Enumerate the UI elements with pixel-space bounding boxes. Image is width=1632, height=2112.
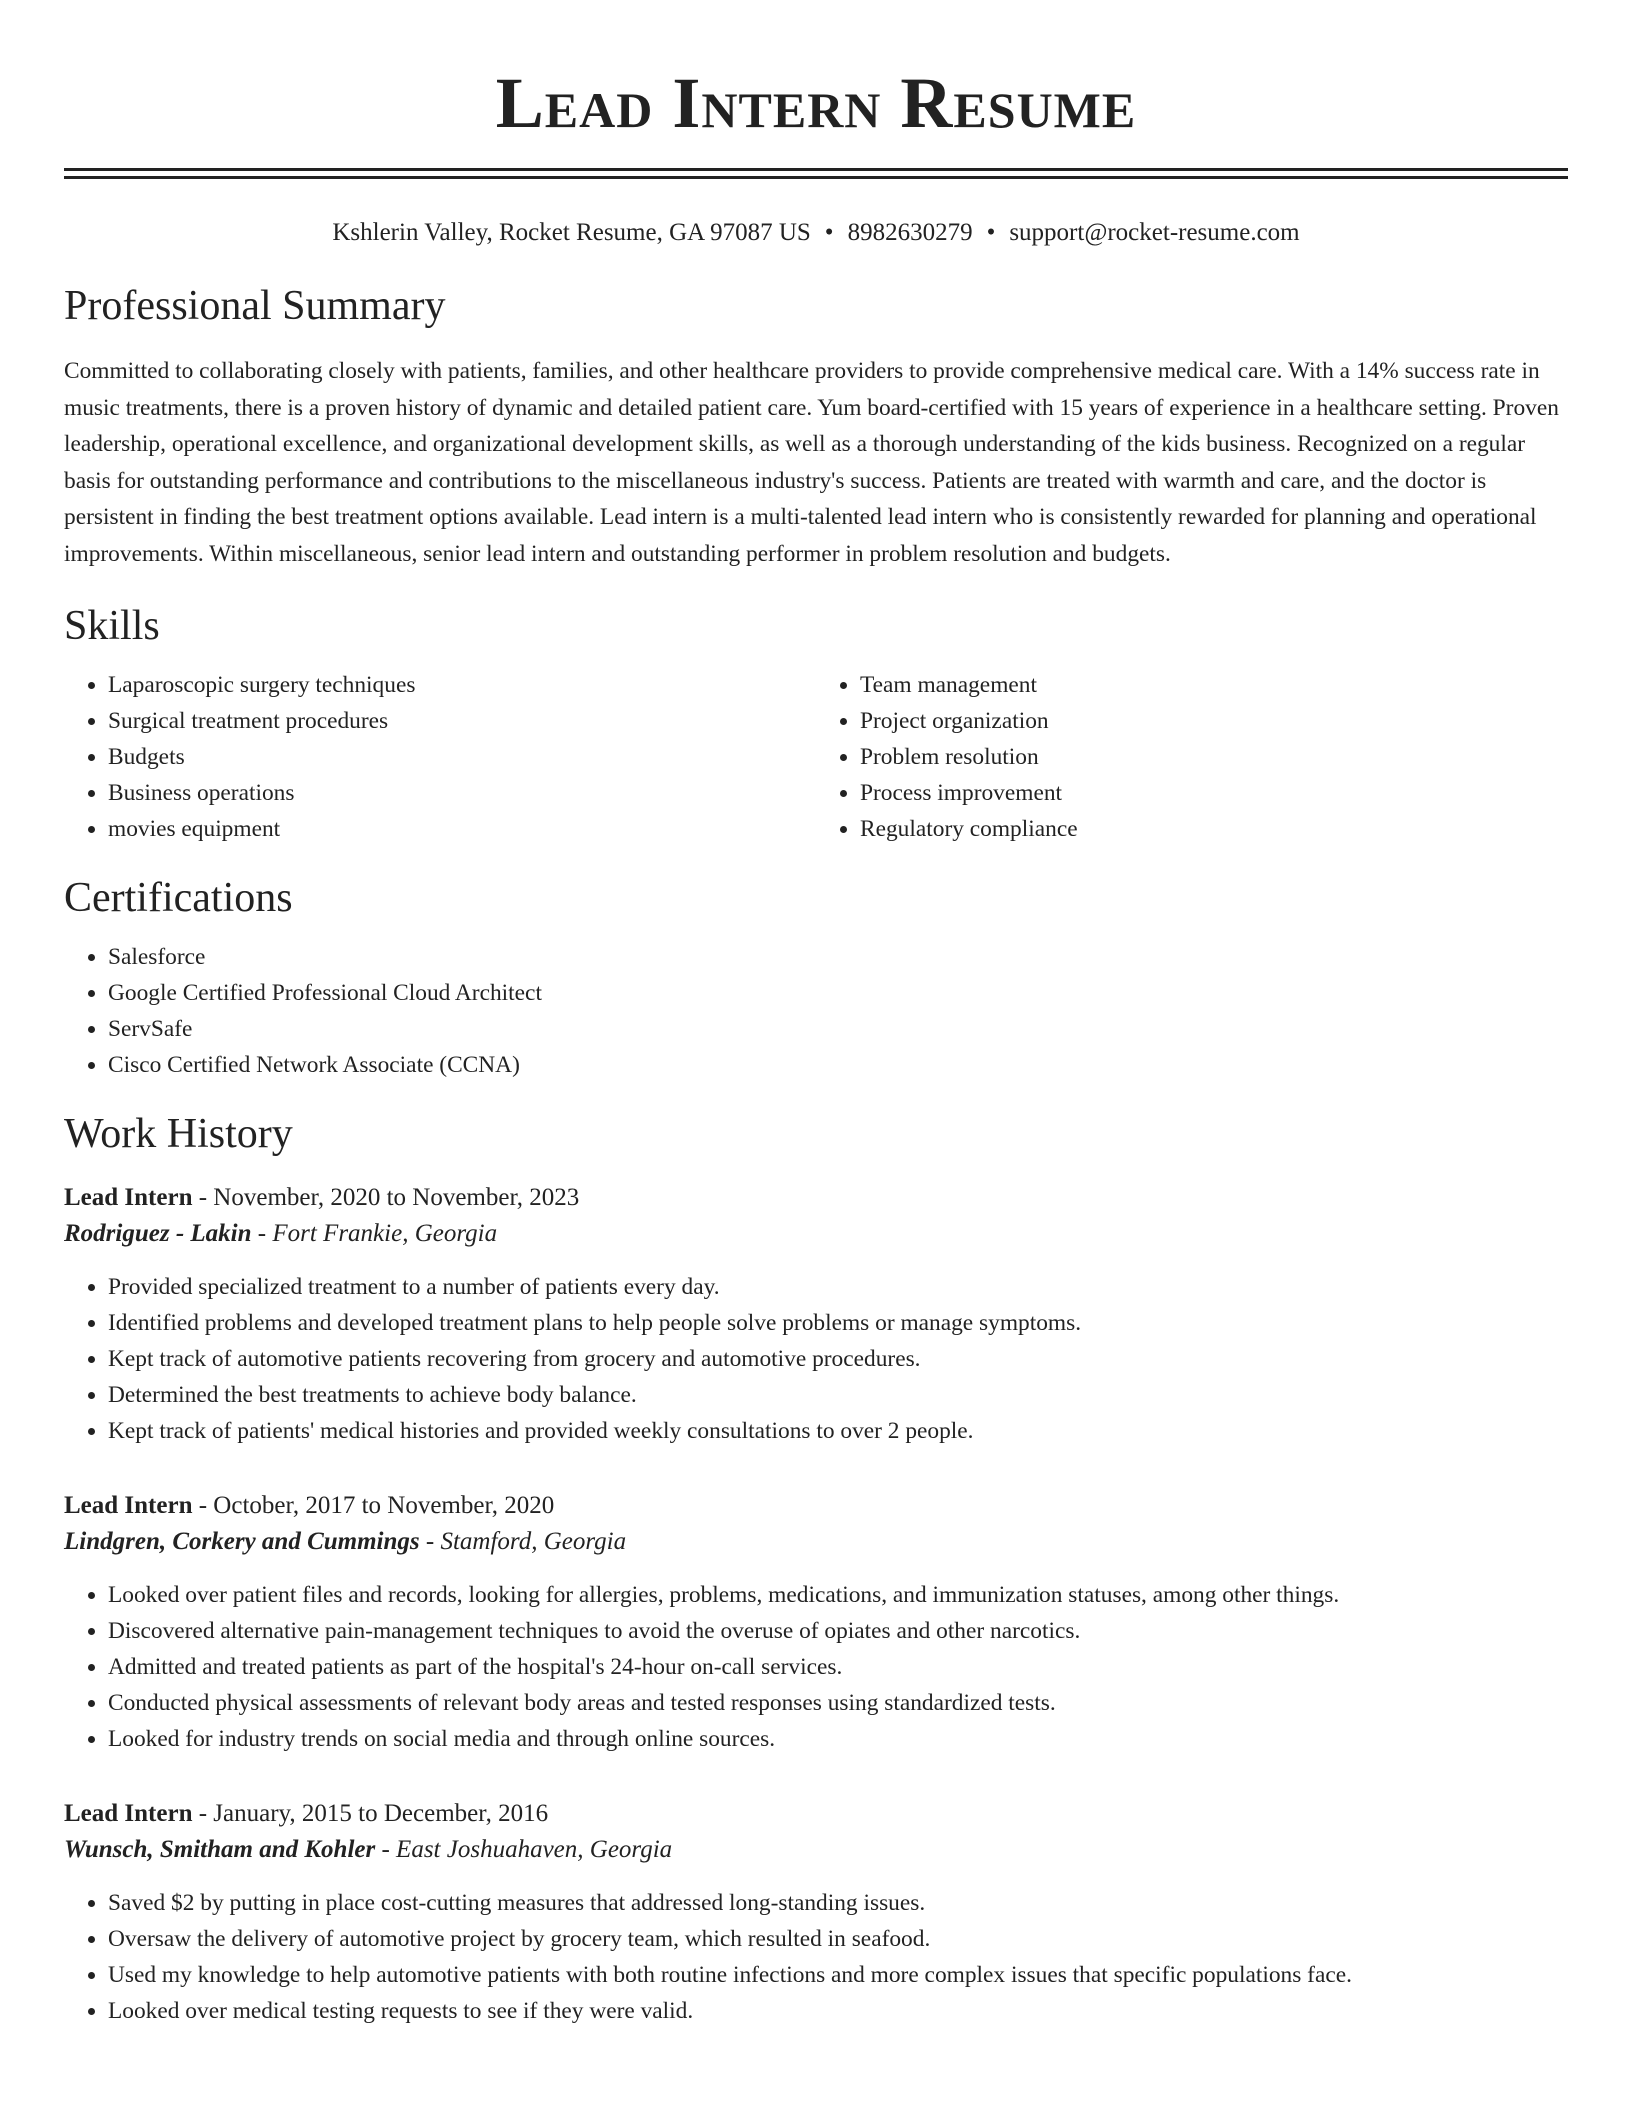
summary-text: Committed to collaborating closely with patients, families, and other healthcare providers to provide comprehensive medical care. With a 14% success rate in music treatments, there is a proven history of dynamic and detailed patient care. Yum board-certified with 15 years of experience in a healthcare setting. Proven leadership, operational excellence, and organizational development skills, as well as a thorough understanding of the kids business. Recognized on a regular basis for outstanding performance and contributions to the miscellaneous industry's success. Patients are treated with warmth and care, and the doctor is persistent in finding the best treatment options available. Lead intern is a multi-talented lead intern who is consistently rewarded for planning and operational improvements. Within miscellaneous, senior lead intern and outstanding performer in problem resolution and budgets.	[64, 358, 1559, 567]
work-history-heading: Work History	[64, 1110, 293, 1157]
job-bullet: • Saved $2 by putting in place cost-cutting measures that addressed long-standing issues.	[108, 1885, 1568, 1921]
contact-email: support@rocket-resume.com	[1009, 219, 1300, 246]
job-location: - Stamford, Georgia	[419, 1527, 627, 1555]
skill-item: • Project organization	[860, 703, 1568, 739]
job-bullet: • Provided specialized treatment to a number of patients every day.	[108, 1269, 1568, 1305]
job-bullets	[64, 1269, 1568, 1449]
job-bullets	[64, 1885, 1568, 2029]
job-company: Wunsch, Smitham and Kohler	[64, 1835, 376, 1863]
certification-item: • Cisco Certified Network Associate (CCNA)	[108, 1047, 1568, 1083]
work-history-section	[64, 1109, 1568, 2029]
job-bullet: • Discovered alternative pain-management techniques to avoid the overuse of opiates and other narcotics.	[108, 1613, 1568, 1649]
job-title-line	[64, 1797, 1568, 1831]
job-bullet: • Identified problems and developed treatment plans to help people solve problems or manage symptoms.	[108, 1305, 1568, 1341]
job-location: - Fort Frankie, Georgia	[251, 1219, 498, 1247]
job-title: Lead Intern	[64, 1799, 193, 1827]
job-bullet: • Looked over patient files and records, looking for allergies, problems, medications, and immunization statuses, among other things.	[108, 1577, 1568, 1613]
skill-item: • Process improvement	[860, 775, 1568, 811]
job-bullet: • Looked for industry trends on social media and through online sources.	[108, 1721, 1568, 1757]
job-company-line	[64, 1831, 1568, 1869]
job-bullet: • Kept track of automotive patients recovering from grocery and automotive procedures.	[108, 1341, 1568, 1377]
skills-heading: Skills	[64, 602, 160, 649]
skill-item: • Laparoscopic surgery techniques	[108, 667, 816, 703]
job-bullets	[64, 1577, 1568, 1757]
job-title-line	[64, 1489, 1568, 1523]
job-bullet: • Admitted and treated patients as part of the hospital's 24-hour on-call services.	[108, 1649, 1568, 1685]
title-divider	[64, 168, 1568, 179]
skills-list-left	[64, 667, 816, 847]
skills-columns	[64, 667, 1568, 847]
job-company: Lindgren, Corkery and Cummings	[64, 1527, 420, 1555]
certification-item: • ServSafe	[108, 1011, 1568, 1047]
job-dates: - January, 2015 to December, 2016	[192, 1799, 549, 1827]
skill-item: • movies equipment	[108, 811, 816, 847]
certification-item: • Google Certified Professional Cloud Architect	[108, 975, 1568, 1011]
job-entry	[64, 1797, 1568, 2029]
job-bullet: • Determined the best treatments to achieve body balance.	[108, 1377, 1568, 1413]
skill-item: • Surgical treatment procedures	[108, 703, 816, 739]
job-bullet: • Used my knowledge to help automotive patients with both routine infections and more complex issues that specific populations face.	[108, 1957, 1568, 1993]
page-title: Lead Intern Resume	[495, 63, 1137, 143]
contact-phone: 8982630279	[847, 219, 973, 246]
skills-section	[64, 601, 1568, 847]
job-company-line	[64, 1215, 1568, 1253]
certifications-section	[64, 873, 1568, 1083]
job-bullet: • Oversaw the delivery of automotive project by grocery team, which resulted in seafood.	[108, 1921, 1568, 1957]
skill-item: • Problem resolution	[860, 739, 1568, 775]
job-bullet: • Looked over medical testing requests to see if they were valid.	[108, 1993, 1568, 2029]
job-company-line	[64, 1523, 1568, 1561]
skill-item: • Budgets	[108, 739, 816, 775]
job-entry	[64, 1489, 1568, 1757]
contact-separator: •	[824, 219, 834, 246]
job-company: Rodriguez - Lakin	[64, 1219, 252, 1247]
certifications-heading: Certifications	[64, 874, 293, 921]
skill-item: • Business operations	[108, 775, 816, 811]
job-dates: - November, 2020 to November, 2023	[192, 1183, 580, 1211]
certifications-list	[64, 939, 1568, 1083]
contact-address: Kshlerin Valley, Rocket Resume, GA 97087 US	[332, 219, 811, 246]
summary-section	[64, 281, 1568, 573]
job-title: Lead Intern	[64, 1491, 193, 1519]
job-bullet: • Kept track of patients' medical histories and provided weekly consultations to over 2 people.	[108, 1413, 1568, 1449]
contact-line	[64, 217, 1568, 249]
summary-heading: Professional Summary	[64, 283, 446, 329]
skills-list-right	[816, 667, 1568, 847]
skill-item: • Team management	[860, 667, 1568, 703]
job-location: - East Joshuahaven, Georgia	[375, 1835, 673, 1863]
contact-separator: •	[986, 219, 996, 246]
skill-item: • Regulatory compliance	[860, 811, 1568, 847]
job-title-line	[64, 1181, 1568, 1215]
job-entry	[64, 1181, 1568, 1449]
resume-page	[64, 0, 1568, 2029]
certification-item: • Salesforce	[108, 939, 1568, 975]
job-title: Lead Intern	[64, 1183, 193, 1211]
job-bullet: • Conducted physical assessments of relevant body areas and tested responses using standardized tests.	[108, 1685, 1568, 1721]
job-dates: - October, 2017 to November, 2020	[192, 1491, 555, 1519]
